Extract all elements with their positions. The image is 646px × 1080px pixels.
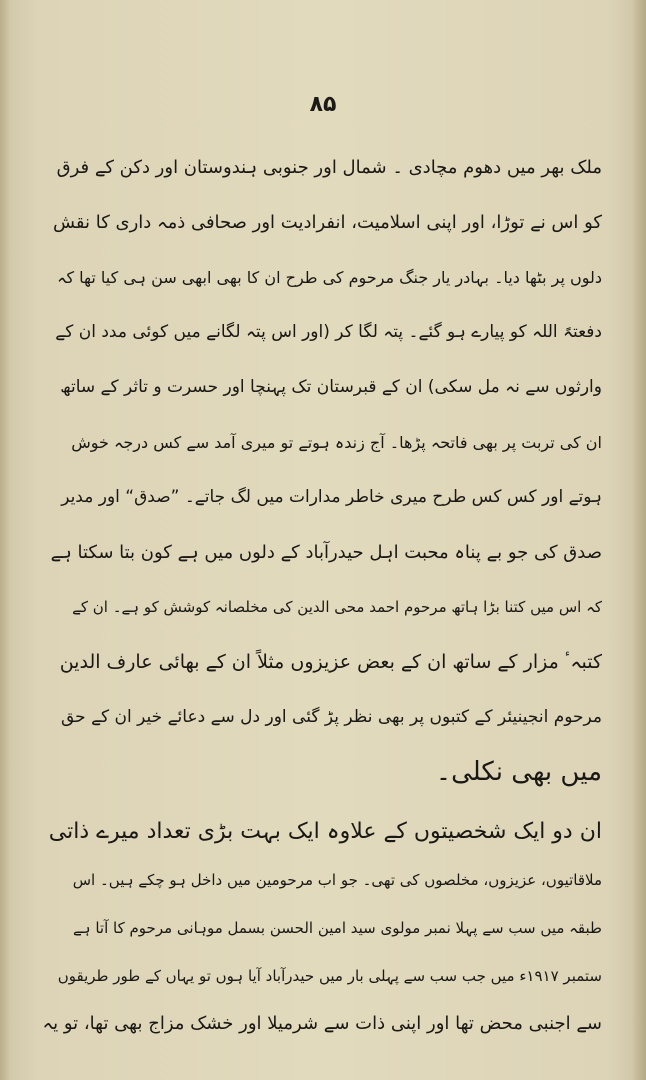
paragraph-2 [42,808,602,1048]
text-line: سے اجنبی محض تھا اور اپنی ذات سے شرمیلا اور خشک مزاج بھی تھا، تو یہ [42,1013,602,1034]
text-line: صدق کی جو بے پناہ محبت اہل حیدرآباد کے دلوں میں ہے کون بتا سکتا ہے [50,542,602,563]
text-line: میں بھی نکلی۔ [435,757,602,787]
text-line: ان دو ایک شخصیتوں کے علاوہ ایک بہت بڑی تعداد میرے ذاتی [48,819,602,844]
paragraph-1 [42,140,602,800]
text-line: ملک بھر میں دھوم مچادی ۔ شمال اور جنوبی ہندوستان اور دکن کے فرق [56,157,602,178]
text-line: وارثوں سے نہ مل سکی) ان کے قبرستان تک پہنچا اور حسرت و تاثر کے ساتھ [60,377,602,397]
text-line: ہوتے اور کس کس طرح میری خاطر مدارات میں لگ جاتے۔ ”صدق“ اور مدیر [61,487,602,507]
page-edge-left [0,0,10,1080]
text-line: دفعتہً اللہ کو پیارے ہو گئے۔ پتہ لگا کر (اور اس پتہ لگانے میں کوئی مدد ان کے [55,322,602,342]
text-line: ستمبر ۱۹۱۷ء میں جب سب سے پہلی بار میں حیدرآباد آیا ہوں تو یہاں کے طور طریقوں [57,967,602,985]
text-line: ملاقاتیوں، عزیزوں، مخلصوں کی تھی۔ جو اب مرحومین میں داخل ہو چکے ہیں۔ اس [72,871,602,889]
text-line: کو اس نے توڑا، اور اپنی اسلامیت، انفرادیت اور صحافی ذمہ داری کا نقش [52,212,602,233]
page-edge-right [632,0,646,1080]
text-line: مرحوم انجینیئر کے کتبوں پر بھی نظر پڑ گئی اور دل سے دعائے خیر ان کے حق [61,707,602,727]
text-line: کتبہٴ مزار کے ساتھ ان کے بعض عزیزوں مثلاً ان کے بھائی عارف الدین [59,651,602,673]
page-number: ۸۵ [309,92,337,117]
text-line: طبقہ میں سب سے پہلا نمبر مولوی سید امین الحسن بسمل موہانی مرحوم کا آتا ہے [73,919,602,937]
text-line: دلوں پر بٹھا دیا۔ بہادر یار جنگ مرحوم کی طرح ان کا بھی ابھی سن ہی کیا تھا کہ [57,268,602,287]
text-line: ان کی تربت پر بھی فاتحہ پڑھا۔ آج زندہ ہوتے تو میری آمد سے کس درجہ خوش [71,433,602,452]
text-line: کہ اس میں کتنا بڑا ہاتھ مرحوم احمد محی الدین کی مخلصانہ کوشش کو ہے۔ ان کے [72,598,602,616]
